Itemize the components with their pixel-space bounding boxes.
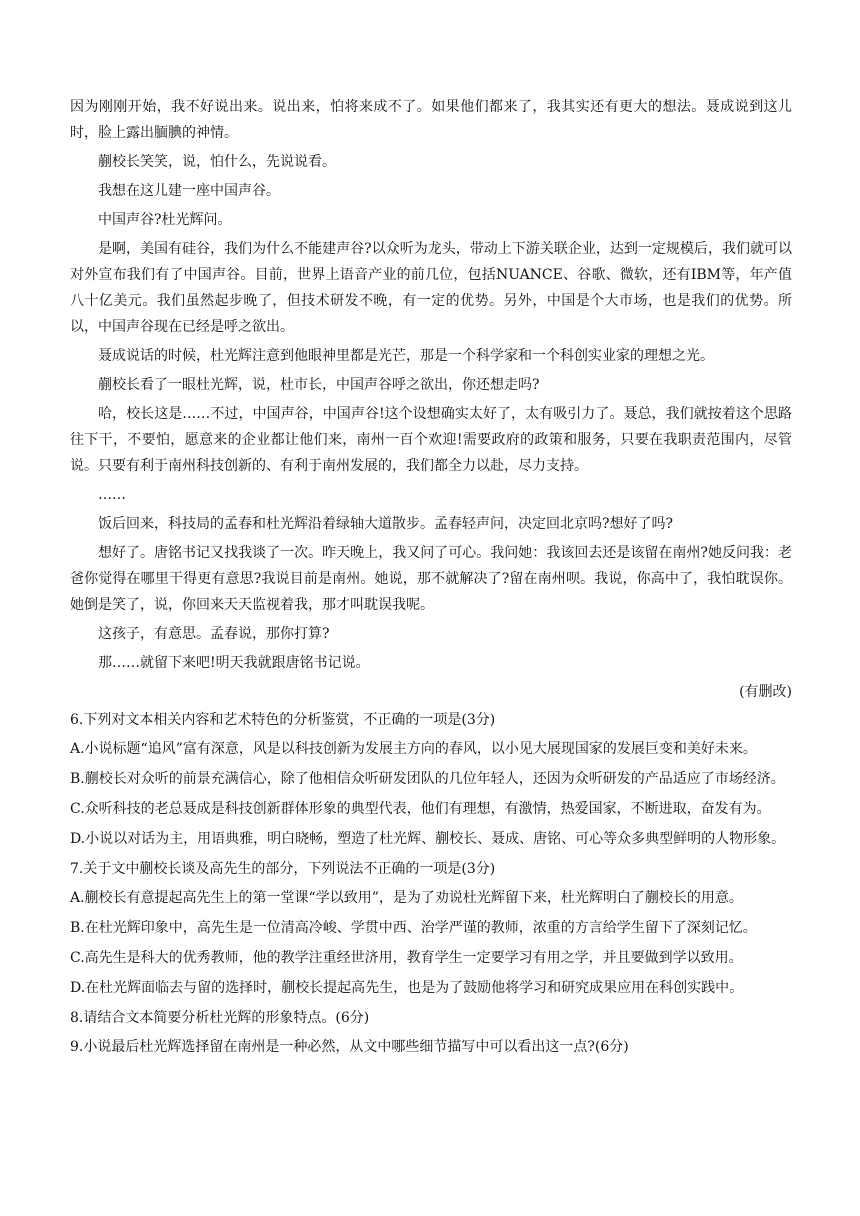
story-paragraph: 我想在这儿建一座中国声谷。	[98, 183, 280, 199]
story-paragraph: 蒯校长笑笑，说，怕什么，先说说看。	[98, 154, 336, 170]
story-paragraph: 这孩子，有意思。孟春说，那你打算?	[98, 626, 330, 642]
story-text	[70, 94, 792, 676]
question-stem: 8.请结合文本简要分析杜光辉的形象特点。(6分)	[70, 1010, 370, 1026]
question-section	[70, 707, 792, 1060]
option-d: D.小说以对话为主，用语典雅，明白晓畅，塑造了杜光辉、蒯校长、聂成、唐铭、可心等众多典型鲜明的人物形象。	[70, 831, 786, 847]
question-9	[70, 1034, 792, 1060]
story-ellipsis: ……	[98, 487, 126, 503]
option-a: A.蒯校长有意提起高先生上的第一堂课“学以致用”，是为了劝说杜光辉留下来，杜光辉明白了蒯校长的用意。	[70, 890, 743, 906]
story-paragraph: 中国声谷?杜光辉问。	[98, 212, 232, 228]
option-c: C.众听科技的老总聂成是科技创新群体形象的典型代表，他们有理想，有激情，热爱国家，不断进取，奋发有为。	[70, 801, 771, 817]
story-paragraph: 因为刚刚开始，我不好说出来。说出来，怕将来成不了。如果他们都来了，我其实还有更大的想法。聂成说到这儿时，脸上露出腼腆的神情。	[70, 99, 792, 141]
question-stem: 7.关于文中蒯校长谈及高先生的部分，下列说法不正确的一项是(3分)	[70, 861, 496, 877]
story-paragraph: 聂成说话的时候，杜光辉注意到他眼神里都是光芒，那是一个科学家和一个科创实业家的理想之光。	[98, 348, 714, 364]
option-b: B.蒯校长对众听的前景充满信心，除了他相信众听研发团队的几位年轻人，还因为众听研发的产品适应了市场经济。	[70, 771, 785, 787]
question-stem: 9.小说最后杜光辉选择留在南州是一种必然，从文中哪些细节描写中可以看出这一点?(6分)	[70, 1039, 629, 1055]
story-paragraph: 那……就留下来吧!明天我就跟唐铭书记说。	[98, 655, 370, 671]
story-paragraph: 哈，校长这是……不过，中国声谷，中国声谷!这个设想确实太好了，太有吸引力了。聂总，我们就按着这个思路往下干，不要怕，愿意来的企业都让他们来，南州一百个欢迎!需要政府的政策和服务，只要在我职责范围内，尽管说。只要有利于南州科技创新的、有利于南州发展的，我们都全力以赴，尽力支持。	[70, 406, 792, 474]
source-note: (有删改)	[739, 684, 792, 700]
option-d: D.在杜光辉面临去与留的选择时，蒯校长提起高先生，也是为了鼓励他将学习和研究成果应用在科创实践中。	[70, 980, 744, 996]
question-7	[70, 856, 792, 1002]
option-b: B.在杜光辉印象中，高先生是一位清高冷峻、学贯中西、治学严谨的教师，浓重的方言给学生留下了深刻记忆。	[70, 920, 757, 936]
question-8	[70, 1005, 792, 1031]
option-c: C.高先生是科大的优秀教师，他的教学注重经世济用，教育学生一定要学习有用之学，并且要做到学以致用。	[70, 950, 743, 966]
story-paragraph: 饭后回来，科技局的孟春和杜光辉沿着绿轴大道散步。孟春轻声问，决定回北京吗?想好了吗?	[98, 516, 674, 532]
story-paragraph: 是啊，美国有硅谷，我们为什么不能建声谷?以众听为龙头，带动上下游关联企业，达到一定规模后，我们就可以对外宣布我们有了中国声谷。目前，世界上语音产业的前几位，包括NUANCE、谷歌、微软，还有IBM等，年产值八十亿美元。我们虽然起步晚了，但技术研发不晚，有一定的优势。另外，中国是个大市场，也是我们的优势。所以，中国声谷现在已经是呼之欲出。	[70, 241, 792, 335]
option-a: A.小说标题“追风”富有深意，风是以科技创新为发展主方向的春风，以小见大展现国家的发展巨变和美好未来。	[70, 741, 757, 757]
document-page	[70, 94, 792, 1063]
story-paragraph: 想好了。唐铭书记又找我谈了一次。昨天晚上，我又问了可心。我问她：我该回去还是该留在南州?她反问我：老爸你觉得在哪里干得更有意思?我说目前是南州。她说，那不就解决了?留在南州呗。我说，你高中了，我怕耽误你。她倒是笑了，说，你回来天天监视着我，那才叫耽误我呢。	[70, 545, 792, 613]
story-paragraph: 蒯校长看了一眼杜光辉，说，杜市长，中国声谷呼之欲出，你还想走吗?	[98, 377, 540, 393]
question-6	[70, 707, 792, 853]
question-stem: 6.下列对文本相关内容和艺术特色的分析鉴赏，不正确的一项是(3分)	[70, 712, 496, 728]
